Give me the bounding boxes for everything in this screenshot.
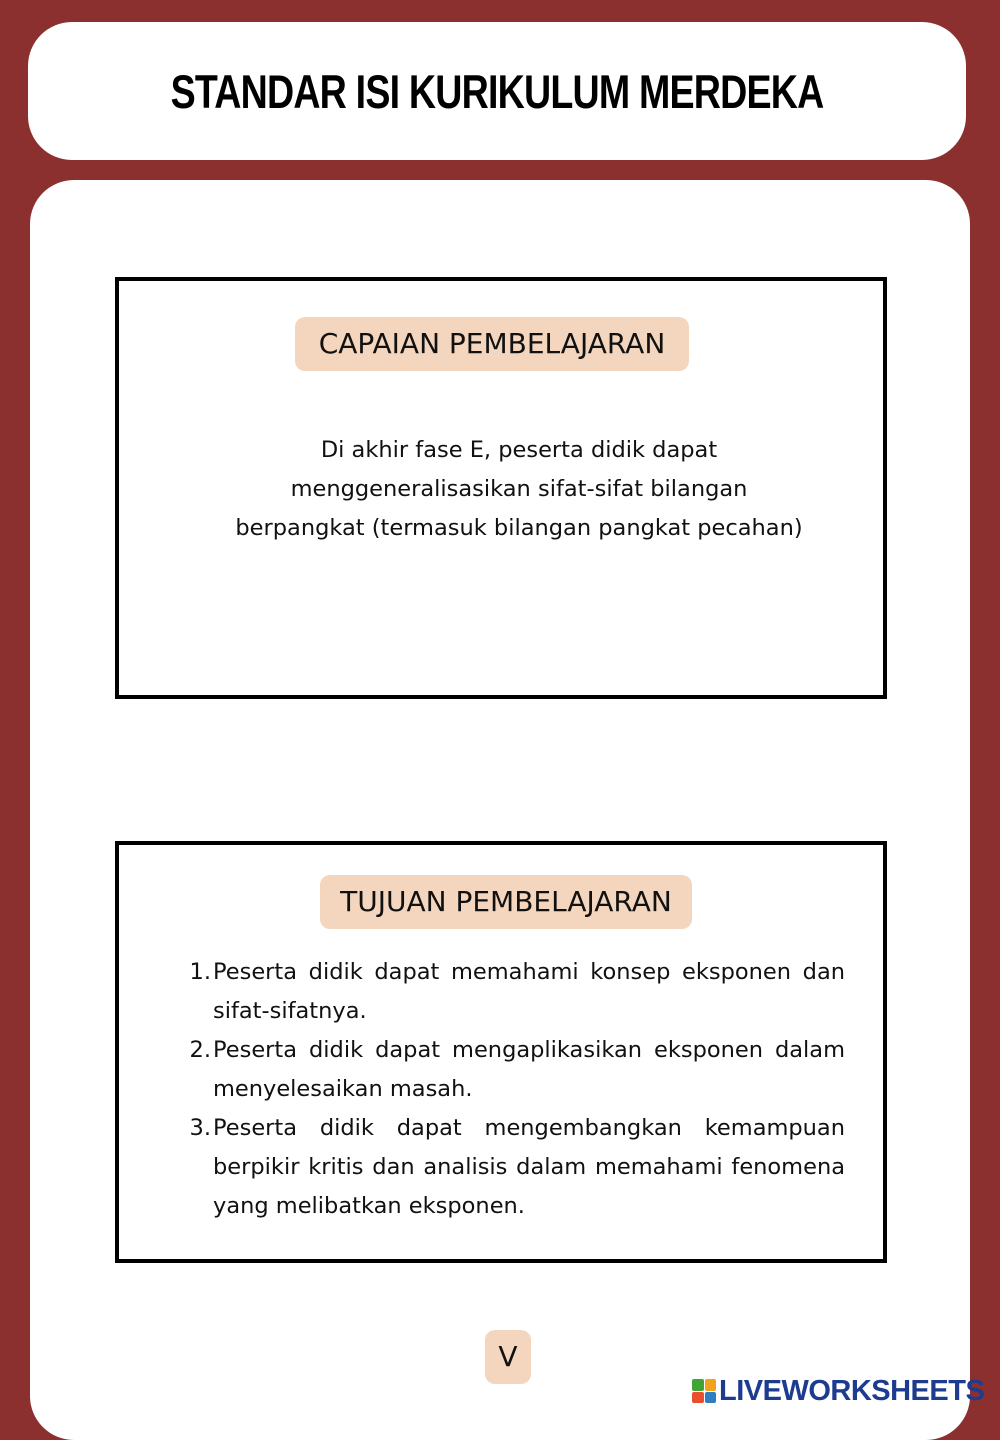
list-item-text: Peserta didik dapat mengaplikasikan eksponen dalam menyelesaikan masah.: [213, 1037, 845, 1102]
capaian-section: [115, 277, 887, 699]
liveworksheets-icon: [692, 1379, 716, 1403]
list-item-text: Peserta didik dapat mengembangkan kemampuan berpikir kritis dan analisis dalam memahami fenomena yang melibatkan eksponen.: [213, 1115, 845, 1219]
list-item: [179, 1031, 845, 1109]
capaian-line: berpangkat (termasuk bilangan pangkat pecahan): [235, 515, 803, 541]
liveworksheets-logo-text: LIVEWORKSHEETS: [719, 1374, 985, 1407]
header-card: [28, 22, 966, 160]
list-item-number: 3.: [189, 1115, 211, 1141]
list-item-number: 1.: [189, 959, 211, 985]
liveworksheets-logo[interactable]: [692, 1376, 984, 1406]
list-item: [179, 1109, 845, 1226]
capaian-line: Di akhir fase E, peserta didik dapat: [320, 437, 718, 463]
tujuan-section: [115, 841, 887, 1263]
list-item-number: 2.: [189, 1037, 211, 1063]
tujuan-list: [179, 953, 845, 1226]
page-title: STANDAR ISI KURIKULUM MERDEKA: [170, 64, 824, 118]
capaian-line: menggeneralisasikan sifat-sifat bilangan: [290, 476, 748, 502]
tujuan-label: TUJUAN PEMBELAJARAN: [320, 875, 692, 929]
capaian-text: [179, 431, 859, 548]
list-item-text: Peserta didik dapat memahami konsep eksponen dan sifat-sifatnya.: [213, 959, 845, 1024]
page-marker: V: [485, 1330, 531, 1384]
capaian-label: CAPAIAN PEMBELAJARAN: [295, 317, 689, 371]
list-item: [179, 953, 845, 1031]
